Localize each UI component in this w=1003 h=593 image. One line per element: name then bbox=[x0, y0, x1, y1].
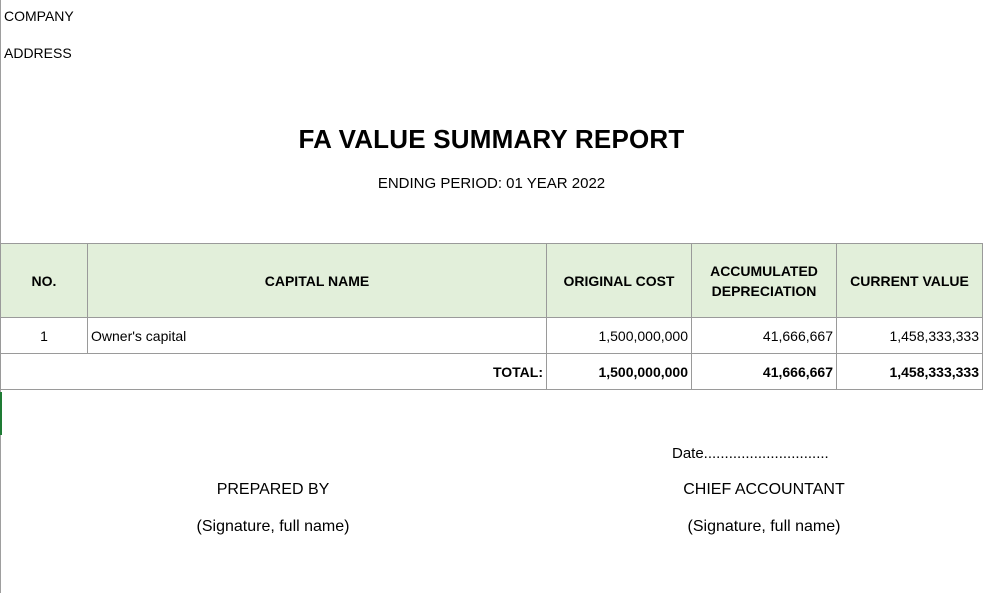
active-cell-indicator bbox=[0, 392, 2, 435]
table-row bbox=[1, 318, 983, 354]
report-period: ENDING PERIOD: 01 YEAR 2022 bbox=[377, 175, 606, 192]
total-current-value: 1,458,333,333 bbox=[837, 354, 983, 390]
column-header-original-cost: ORIGINAL COST bbox=[547, 244, 692, 318]
total-label: TOTAL: bbox=[1, 354, 547, 390]
row-original-cost: 1,500,000,000 bbox=[547, 318, 692, 354]
date-line: Date.............................. bbox=[672, 445, 829, 462]
row-accumulated-depreciation: 41,666,667 bbox=[692, 318, 837, 354]
column-header-capital-name: CAPITAL NAME bbox=[88, 244, 547, 318]
chief-accountant-label: CHIEF ACCOUNTANT bbox=[683, 481, 845, 498]
column-header-no: NO. bbox=[1, 244, 88, 318]
company-label: COMPANY bbox=[4, 8, 74, 24]
row-current-value: 1,458,333,333 bbox=[837, 318, 983, 354]
total-original-cost: 1,500,000,000 bbox=[547, 354, 692, 390]
total-row bbox=[1, 354, 983, 390]
address-label: ADDRESS bbox=[4, 45, 72, 61]
total-accumulated-depreciation: 41,666,667 bbox=[692, 354, 837, 390]
prepared-by-signature-hint: (Signature, full name) bbox=[196, 518, 350, 535]
column-header-current-value: CURRENT VALUE bbox=[837, 244, 983, 318]
fa-value-summary-table bbox=[0, 243, 983, 390]
column-header-accumulated-depreciation: ACCUMULATED DEPRECIATION bbox=[692, 244, 837, 318]
table-header-row bbox=[1, 244, 983, 318]
row-no: 1 bbox=[1, 318, 88, 354]
report-title: FA VALUE SUMMARY REPORT bbox=[298, 124, 685, 154]
prepared-by-label: PREPARED BY bbox=[216, 481, 330, 498]
row-capital-name: Owner's capital bbox=[88, 318, 547, 354]
chief-accountant-signature-hint: (Signature, full name) bbox=[687, 518, 841, 535]
